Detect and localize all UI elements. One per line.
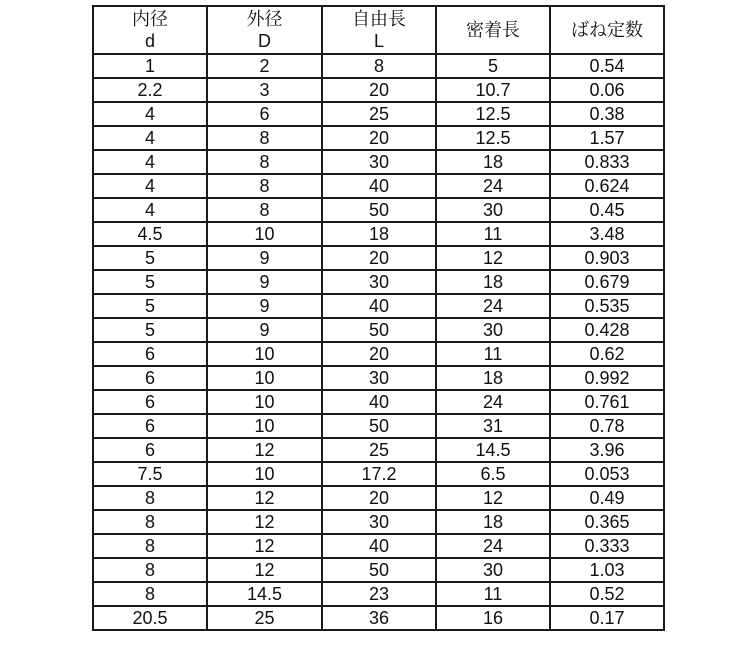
table-row [93, 582, 664, 606]
solid-length-cell: 24 [436, 174, 550, 198]
outer-diameter-cell: 12 [207, 510, 322, 534]
inner-diameter-cell: 4 [93, 174, 207, 198]
free-length-cell: 50 [322, 414, 436, 438]
spring-constant-cell: 0.992 [550, 366, 664, 390]
free-length-cell: 20 [322, 126, 436, 150]
free-length-cell: 40 [322, 174, 436, 198]
spring-spec-table [92, 5, 665, 631]
spring-constant-cell: 0.903 [550, 246, 664, 270]
table-row [93, 270, 664, 294]
outer-diameter-cell: 9 [207, 270, 322, 294]
solid-length-cell: 18 [436, 270, 550, 294]
solid-length-cell: 18 [436, 510, 550, 534]
table-row [93, 150, 664, 174]
free-length-cell: 20 [322, 246, 436, 270]
table-row [93, 54, 664, 78]
spring-constant-cell: 0.06 [550, 78, 664, 102]
spring-constant-cell: 3.48 [550, 222, 664, 246]
table-row [93, 294, 664, 318]
inner-diameter-cell: 8 [93, 534, 207, 558]
inner-diameter-cell: 20.5 [93, 606, 207, 630]
inner-diameter-cell: 6 [93, 366, 207, 390]
solid-length-cell: 30 [436, 198, 550, 222]
inner-diameter-cell: 6 [93, 438, 207, 462]
free-length-cell: 50 [322, 198, 436, 222]
solid-length-cell: 12.5 [436, 126, 550, 150]
header-symbol: L [373, 31, 384, 51]
spring-constant-cell: 0.761 [550, 390, 664, 414]
inner-diameter-cell: 4 [93, 102, 207, 126]
table-row [93, 198, 664, 222]
outer-diameter-cell: 10 [207, 414, 322, 438]
header-label: 自由長 [352, 9, 406, 29]
free-length-cell: 20 [322, 78, 436, 102]
spring-constant-cell: 0.365 [550, 510, 664, 534]
spring-constant-cell: 1.03 [550, 558, 664, 582]
header-symbol: D [258, 31, 271, 51]
table-row [93, 102, 664, 126]
table-row [93, 222, 664, 246]
inner-diameter-cell: 5 [93, 246, 207, 270]
header-label: 内径 [132, 9, 168, 29]
solid-length-cell: 24 [436, 294, 550, 318]
inner-diameter-cell: 4.5 [93, 222, 207, 246]
outer-diameter-cell: 10 [207, 390, 322, 414]
spring-spec-table-wrapper [92, 5, 665, 631]
table-row [93, 366, 664, 390]
solid-length-cell: 11 [436, 222, 550, 246]
outer-diameter-cell: 12 [207, 486, 322, 510]
solid-length-cell: 12.5 [436, 102, 550, 126]
free-length-cell: 40 [322, 390, 436, 414]
free-length-cell: 40 [322, 294, 436, 318]
table-row [93, 534, 664, 558]
table-row [93, 174, 664, 198]
table-row [93, 414, 664, 438]
outer-diameter-cell: 12 [207, 534, 322, 558]
table-row [93, 438, 664, 462]
header-label: ばね定数 [571, 20, 643, 40]
table-row [93, 558, 664, 582]
solid-length-cell: 16 [436, 606, 550, 630]
free-length-cell: 50 [322, 558, 436, 582]
solid-length-cell: 6.5 [436, 462, 550, 486]
outer-diameter-cell: 9 [207, 318, 322, 342]
outer-diameter-cell: 10 [207, 462, 322, 486]
inner-diameter-cell: 4 [93, 126, 207, 150]
inner-diameter-cell: 6 [93, 342, 207, 366]
spring-constant-cell: 0.54 [550, 54, 664, 78]
inner-diameter-cell: 5 [93, 294, 207, 318]
free-length-cell: 50 [322, 318, 436, 342]
free-length-cell: 40 [322, 534, 436, 558]
header-solid-length [436, 6, 550, 54]
header-row [93, 6, 664, 54]
inner-diameter-cell: 8 [93, 486, 207, 510]
inner-diameter-cell: 5 [93, 270, 207, 294]
spring-constant-cell: 0.52 [550, 582, 664, 606]
table-header [93, 6, 664, 54]
outer-diameter-cell: 8 [207, 198, 322, 222]
header-label: 密着長 [466, 20, 520, 40]
spring-constant-cell: 0.78 [550, 414, 664, 438]
outer-diameter-cell: 14.5 [207, 582, 322, 606]
inner-diameter-cell: 1 [93, 54, 207, 78]
outer-diameter-cell: 10 [207, 222, 322, 246]
table-row [93, 606, 664, 630]
solid-length-cell: 14.5 [436, 438, 550, 462]
solid-length-cell: 18 [436, 150, 550, 174]
outer-diameter-cell: 9 [207, 294, 322, 318]
outer-diameter-cell: 2 [207, 54, 322, 78]
solid-length-cell: 30 [436, 318, 550, 342]
table-body [93, 54, 664, 630]
solid-length-cell: 30 [436, 558, 550, 582]
inner-diameter-cell: 2.2 [93, 78, 207, 102]
spring-constant-cell: 0.053 [550, 462, 664, 486]
outer-diameter-cell: 10 [207, 342, 322, 366]
spring-constant-cell: 0.333 [550, 534, 664, 558]
free-length-cell: 25 [322, 438, 436, 462]
solid-length-cell: 5 [436, 54, 550, 78]
free-length-cell: 25 [322, 102, 436, 126]
free-length-cell: 30 [322, 510, 436, 534]
free-length-cell: 20 [322, 342, 436, 366]
outer-diameter-cell: 6 [207, 102, 322, 126]
solid-length-cell: 11 [436, 342, 550, 366]
solid-length-cell: 10.7 [436, 78, 550, 102]
table-row [93, 246, 664, 270]
spring-constant-cell: 0.17 [550, 606, 664, 630]
outer-diameter-cell: 8 [207, 174, 322, 198]
table-row [93, 510, 664, 534]
spring-constant-cell: 3.96 [550, 438, 664, 462]
inner-diameter-cell: 7.5 [93, 462, 207, 486]
outer-diameter-cell: 10 [207, 366, 322, 390]
solid-length-cell: 12 [436, 246, 550, 270]
table-row [93, 342, 664, 366]
free-length-cell: 36 [322, 606, 436, 630]
table-row [93, 390, 664, 414]
header-outer-diameter [207, 6, 322, 54]
free-length-cell: 20 [322, 486, 436, 510]
header-label: 外径 [246, 9, 283, 29]
solid-length-cell: 31 [436, 414, 550, 438]
inner-diameter-cell: 6 [93, 390, 207, 414]
header-inner-diameter [93, 6, 207, 54]
inner-diameter-cell: 8 [93, 510, 207, 534]
free-length-cell: 30 [322, 366, 436, 390]
table-row [93, 318, 664, 342]
free-length-cell: 30 [322, 270, 436, 294]
spring-constant-cell: 0.679 [550, 270, 664, 294]
table-row [93, 462, 664, 486]
solid-length-cell: 24 [436, 534, 550, 558]
inner-diameter-cell: 4 [93, 150, 207, 174]
outer-diameter-cell: 25 [207, 606, 322, 630]
table-row [93, 78, 664, 102]
inner-diameter-cell: 8 [93, 558, 207, 582]
spring-constant-cell: 0.535 [550, 294, 664, 318]
inner-diameter-cell: 5 [93, 318, 207, 342]
inner-diameter-cell: 8 [93, 582, 207, 606]
inner-diameter-cell: 4 [93, 198, 207, 222]
table-row [93, 126, 664, 150]
spring-constant-cell: 0.45 [550, 198, 664, 222]
solid-length-cell: 24 [436, 390, 550, 414]
solid-length-cell: 11 [436, 582, 550, 606]
inner-diameter-cell: 6 [93, 414, 207, 438]
free-length-cell: 30 [322, 150, 436, 174]
outer-diameter-cell: 9 [207, 246, 322, 270]
spring-constant-cell: 1.57 [550, 126, 664, 150]
spring-constant-cell: 0.49 [550, 486, 664, 510]
header-free-length [322, 6, 436, 54]
header-spring-constant [550, 6, 664, 54]
outer-diameter-cell: 12 [207, 438, 322, 462]
spring-constant-cell: 0.833 [550, 150, 664, 174]
spring-constant-cell: 0.624 [550, 174, 664, 198]
spring-constant-cell: 0.38 [550, 102, 664, 126]
outer-diameter-cell: 3 [207, 78, 322, 102]
spring-constant-cell: 0.62 [550, 342, 664, 366]
outer-diameter-cell: 12 [207, 558, 322, 582]
free-length-cell: 17.2 [322, 462, 436, 486]
spring-constant-cell: 0.428 [550, 318, 664, 342]
free-length-cell: 18 [322, 222, 436, 246]
table-row [93, 486, 664, 510]
header-symbol: d [144, 31, 155, 51]
outer-diameter-cell: 8 [207, 150, 322, 174]
free-length-cell: 8 [322, 54, 436, 78]
outer-diameter-cell: 8 [207, 126, 322, 150]
free-length-cell: 23 [322, 582, 436, 606]
solid-length-cell: 12 [436, 486, 550, 510]
solid-length-cell: 18 [436, 366, 550, 390]
